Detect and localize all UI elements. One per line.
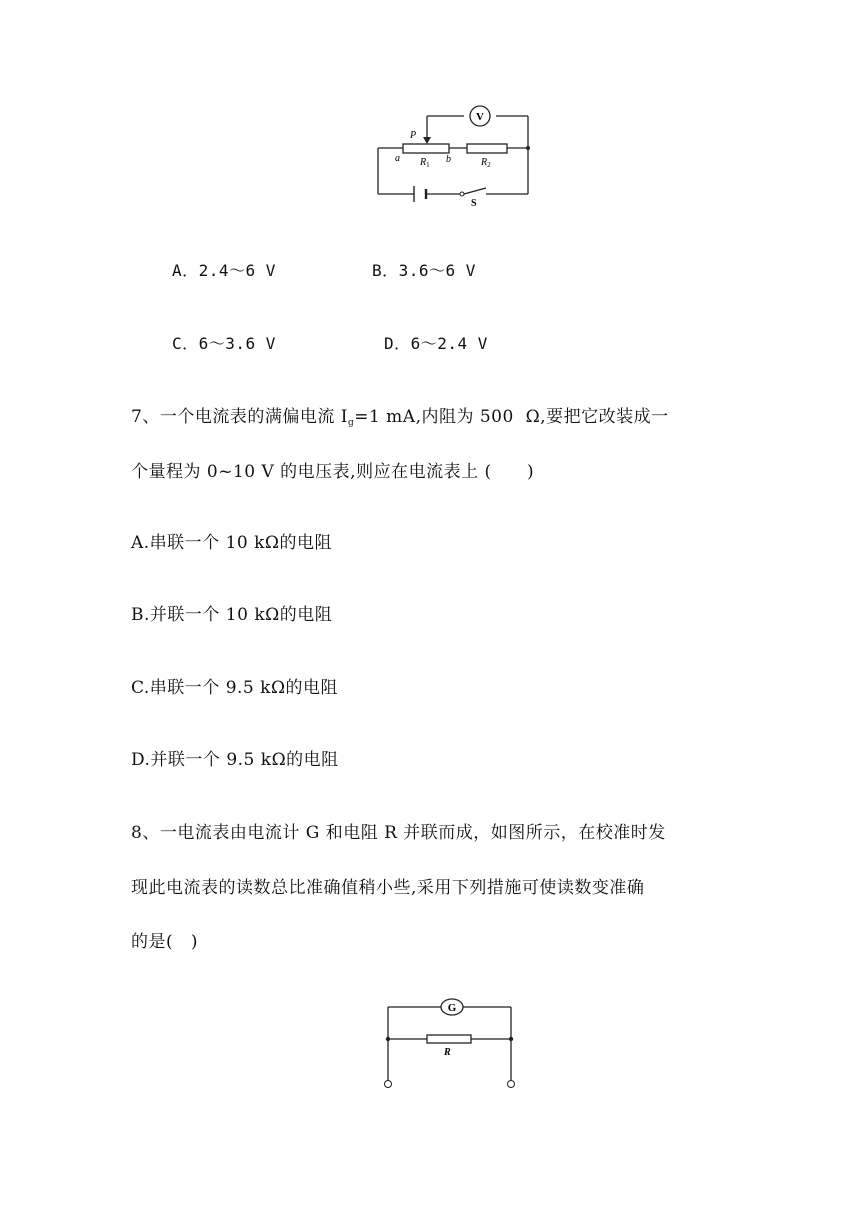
q8-stem-line-2: 现此电流表的读数总比准确值稍小些,采用下列措施可使读数变准确 xyxy=(131,878,645,898)
terminal-right xyxy=(508,1081,515,1088)
q7-stem-line-2: 个量程为 0~10 V 的电压表,则应在电流表上 ( ) xyxy=(131,462,535,482)
q6-option-a: A．2.4～6 V xyxy=(172,261,276,280)
q6-option-b: B．3.6～6 V xyxy=(372,261,476,280)
terminal-a-label: a xyxy=(395,153,400,164)
slider-label-p: P xyxy=(410,130,417,141)
circuit-diagram-1 xyxy=(370,100,540,215)
q7-option-d: D.并联一个 9.5 kΩ的电阻 xyxy=(131,750,339,770)
q6-option-d: D．6～2.4 V xyxy=(384,334,488,353)
voltmeter-label: V xyxy=(476,111,484,123)
r2-label: $R_2$ xyxy=(481,157,491,169)
q8-stem-line-1: 8、一电流表由电流计 G 和电阻 R 并联而成，如图所示，在校准时发 xyxy=(131,823,666,843)
terminal-left xyxy=(385,1081,392,1088)
q7-stem-line-1: 7、一个电流表的满偏电流 $I_g=1$ mA,内阻为 500 Ω,要把它改装成一 xyxy=(131,407,669,428)
q7-option-a: A.串联一个 10 kΩ的电阻 xyxy=(131,533,333,553)
q7-option-c: C.串联一个 9.5 kΩ的电阻 xyxy=(131,678,339,698)
resistor-label: R xyxy=(444,1047,451,1058)
switch-label: S xyxy=(471,198,477,209)
circuit-diagram-2 xyxy=(378,995,523,1095)
galvanometer-label: G xyxy=(447,1002,457,1014)
terminal-b-label: b xyxy=(446,154,451,165)
q7-option-b: B.并联一个 10 kΩ的电阻 xyxy=(131,605,333,625)
r1-label: $R_1$ xyxy=(420,157,430,169)
q8-stem-line-3: 的是( ) xyxy=(131,932,198,952)
q6-option-c: C．6～3.6 V xyxy=(172,334,276,353)
